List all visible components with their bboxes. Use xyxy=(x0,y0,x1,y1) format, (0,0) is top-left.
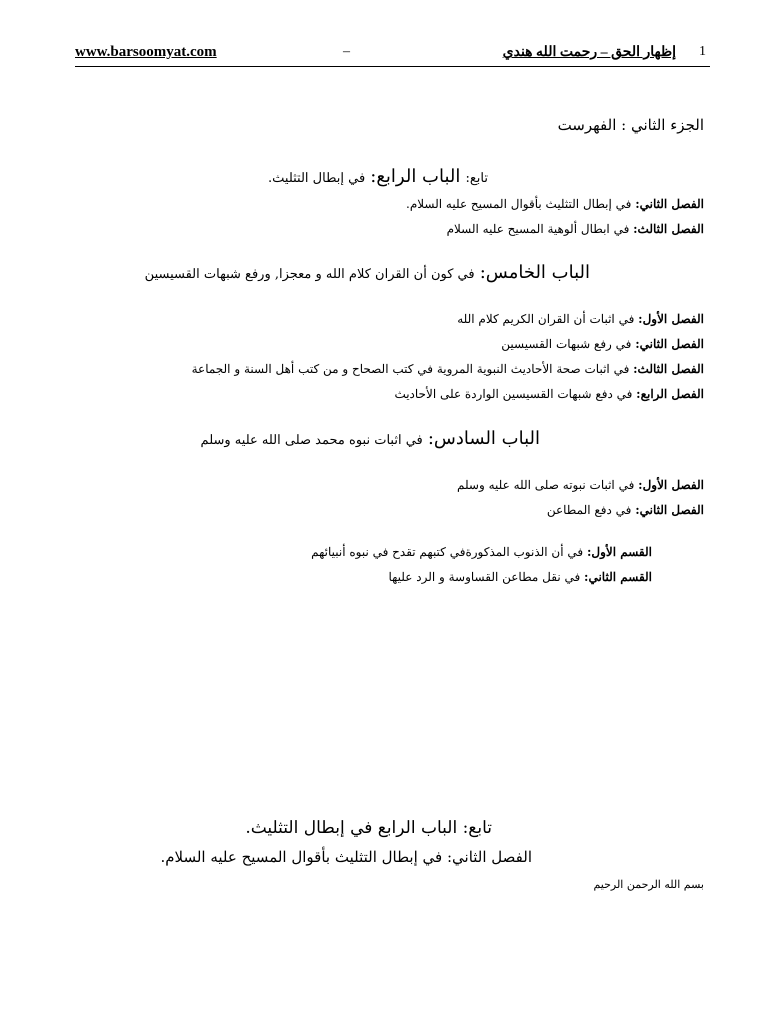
heading-name: الباب الرابع: xyxy=(370,166,461,187)
list-item[interactable] xyxy=(457,310,704,328)
site-url[interactable]: www.barsoomyat.com xyxy=(75,44,217,60)
sub-list-item[interactable] xyxy=(388,568,652,586)
item-label: الفصل الرابع: xyxy=(636,387,704,401)
heading-text: في إبطال التثليث. xyxy=(268,171,366,186)
item-text: في اثبات صحة الأحاديث النبوية المروية في كتب الصحاح و من كتب أهل السنة و الجماعة xyxy=(191,362,634,376)
heading-name: الباب السادس: xyxy=(427,428,540,449)
item-label: الفصل الأول: xyxy=(638,478,704,492)
toc-title: الجزء الثاني : الفهرست xyxy=(557,116,704,134)
continuation-subheading: الفصل الثاني: في إبطال التثليث بأقوال المسيح عليه السلام. xyxy=(160,848,532,866)
item-label: القسم الثاني: xyxy=(584,570,652,584)
header-dash: – xyxy=(343,44,350,59)
item-label: الفصل الثاني: xyxy=(635,197,704,211)
list-item[interactable] xyxy=(457,476,704,494)
section-heading-6 xyxy=(201,428,540,449)
heading-text: في اثبات نبوه محمد صلى الله عليه وسلم xyxy=(200,433,423,448)
list-item[interactable] xyxy=(547,501,704,519)
item-label: الفصل الثالث: xyxy=(633,362,704,376)
page-number: 1 xyxy=(699,44,706,59)
continuation-heading: تابع: الباب الرابع في إبطال التثليث. xyxy=(245,818,492,838)
header-rule xyxy=(75,66,710,67)
list-item[interactable] xyxy=(501,335,704,353)
heading-prefix: تابع: xyxy=(465,171,488,186)
item-label: الفصل الثالث: xyxy=(633,222,704,236)
sub-list-item[interactable] xyxy=(311,543,652,561)
item-text: في ابطال ألوهية المسيح عليه السلام xyxy=(446,222,634,236)
item-text: في إبطال التثليث بأقوال المسيح عليه السلام. xyxy=(406,197,636,211)
basmala: بسم الله الرحمن الرحيم xyxy=(593,878,704,891)
item-label: الفصل الثاني: xyxy=(635,503,704,517)
list-item[interactable] xyxy=(406,195,704,213)
item-text: في نقل مطاعن القساوسة و الرد عليها xyxy=(388,570,585,584)
item-text: في اثبات نبوته صلى الله عليه وسلم xyxy=(456,478,639,492)
list-item[interactable] xyxy=(447,220,704,238)
item-text: في دفع المطاعن xyxy=(546,503,636,517)
item-label: الفصل الثاني: xyxy=(635,337,704,351)
heading-name: الباب الخامس: xyxy=(479,262,590,283)
item-label: القسم الأول: xyxy=(586,545,652,559)
header-title: إظهار الحق – رحمت الله هندي xyxy=(502,45,676,60)
item-text: في رفع شبهات القسيسين xyxy=(501,337,636,351)
heading-text: في كون أن القران كلام الله و معجزا, ورفع شبهات القسيسين xyxy=(144,267,475,282)
list-item[interactable] xyxy=(394,385,704,403)
item-label: الفصل الأول: xyxy=(638,312,704,326)
item-text: في دفع شبهات القسيسين الواردة على الأحاديث xyxy=(394,387,637,401)
item-text: في أن الذنوب المذكورةفي كتبهم تقدح في نبوه أنبيائهم xyxy=(311,545,587,559)
section-heading-4 xyxy=(268,166,488,187)
list-item[interactable] xyxy=(192,360,704,378)
section-heading-5 xyxy=(145,262,590,283)
item-text: في اثبات أن القران الكريم كلام الله xyxy=(457,312,639,326)
